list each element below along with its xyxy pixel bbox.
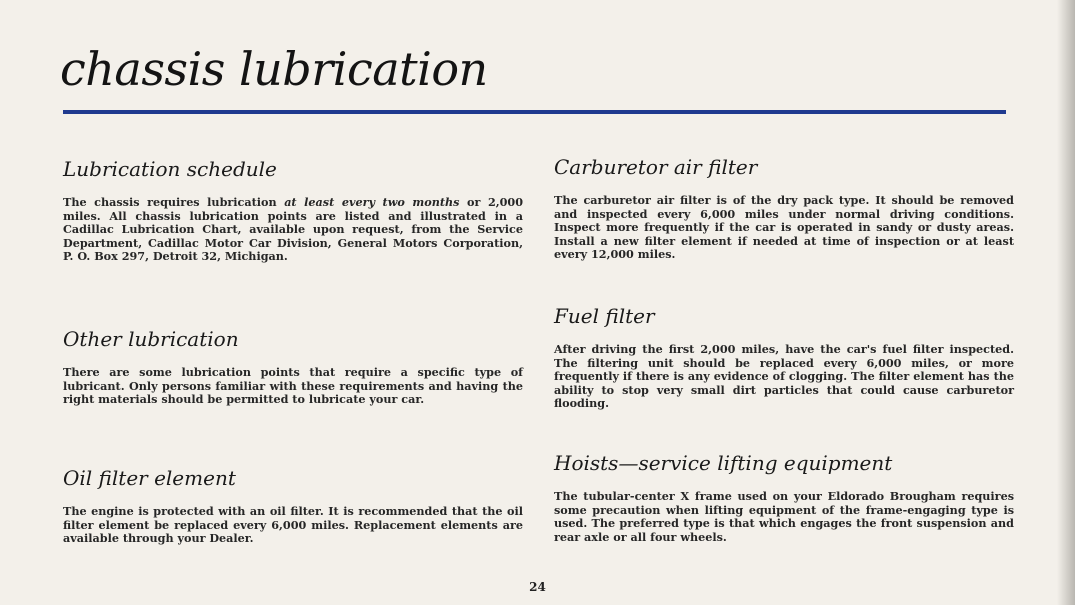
- section-body: The engine is protected with an oil filter. It is recommended that the oil filter element be replaced every 6,000 miles. Replacement elements are available through your Dealer.: [63, 504, 523, 545]
- section-heading: Lubrication schedule: [63, 157, 277, 181]
- section-body: The carburetor air filter is of the dry pack type. It should be removed and inspected every 6,000 miles under normal driving conditions. Inspect more frequently if the car is operated in sandy or dusty areas. Install a new filter element if needed at time of inspection or at least every 12,000 miles.: [554, 193, 1014, 261]
- section-heading: Carburetor air filter: [554, 155, 758, 179]
- page-title: chassis lubrication: [60, 42, 488, 96]
- body-text-end: or 2,000 miles. All chassis lubrication points are listed and illustrated in a Cadillac Lubrication Chart, available upon request, from the Service Department, Cadillac Motor Car Division, General Motors Corporation, P. O. Box 297, Detroit 32, Michigan.: [63, 195, 523, 263]
- section-heading: Oil filter element: [63, 466, 236, 490]
- section-other-lubrication: [63, 327, 523, 407]
- section-fuel-filter: [554, 304, 1014, 411]
- section-body: After driving the first 2,000 miles, have the car's fuel filter inspected. The filtering unit should be replaced every 6,000 miles, or more frequently if there is any evidence of clogging. The filter element has the ability to stop very small dirt particles that could cause carburetor flooding.: [554, 342, 1014, 410]
- section-body: The tubular-center X frame used on your Eldorado Brougham requires some precaution when lifting equipment of the frame-engaging type is used. The preferred type is that which engages the front suspension and rear axle or all four wheels.: [554, 489, 1014, 544]
- section-lubrication-schedule: [63, 157, 523, 264]
- section-heading: Other lubrication: [63, 327, 239, 351]
- body-text-start: The chassis requires lubrication: [63, 195, 285, 209]
- section-heading: Hoists—service lifting equipment: [554, 451, 893, 475]
- section-oil-filter-element: [63, 466, 523, 546]
- title-rule: [63, 110, 1006, 114]
- page-edge-shadow: [1057, 0, 1075, 605]
- section-body: [63, 196, 523, 264]
- section-heading: Fuel filter: [554, 304, 655, 328]
- page-number: 24: [529, 580, 546, 594]
- section-carburetor-air-filter: [554, 155, 1014, 262]
- section-body: There are some lubrication points that require a specific type of lubricant. Only persons familiar with these requirements and having the right materials should be permitted to lubricate your car.: [63, 365, 523, 406]
- body-text-emphasis: at least every two months: [284, 195, 460, 209]
- section-hoists: [554, 451, 1014, 544]
